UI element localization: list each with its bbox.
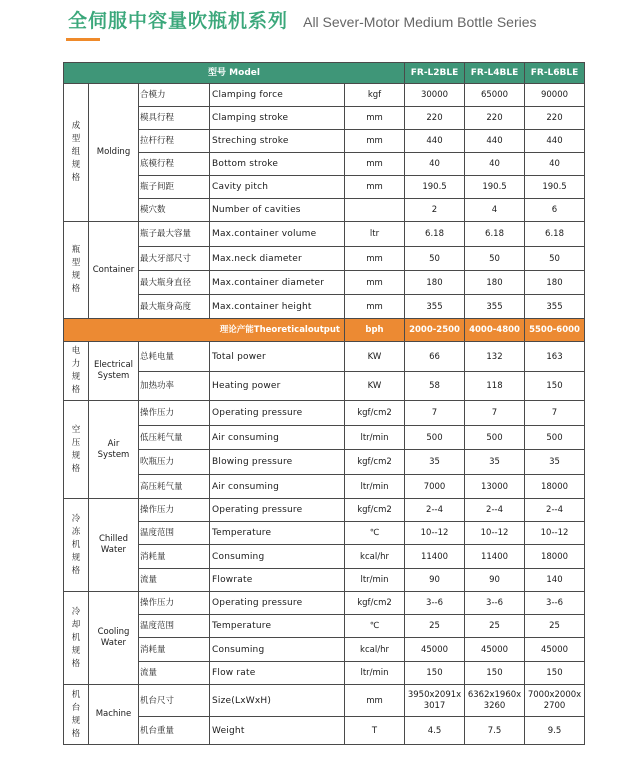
param-name-cn: 机台重量 xyxy=(139,717,210,745)
param-name-cn: 流量 xyxy=(139,662,210,685)
value-model-1: 220 xyxy=(405,107,465,130)
value-model-3: 355 xyxy=(525,295,585,319)
param-name-en: Flow rate xyxy=(210,662,345,685)
param-name-cn: 总耗电量 xyxy=(139,342,210,372)
value-model-2: 4 xyxy=(465,199,525,222)
param-name-cn: 流量 xyxy=(139,569,210,592)
table-body xyxy=(64,84,585,745)
category-en-line-2: System xyxy=(97,449,130,460)
param-unit: kgf/cm2 xyxy=(345,401,405,426)
param-name-en: Air consuming xyxy=(210,426,345,450)
param-unit: mm xyxy=(345,130,405,153)
param-name-en: Blowing pressure xyxy=(210,450,345,475)
param-name-en: Operating pressure xyxy=(210,499,345,522)
param-name-en: Cavity pitch xyxy=(210,176,345,199)
value-model-2: 180 xyxy=(465,271,525,295)
output-label: 理论产能Theoreticaloutput xyxy=(64,319,345,342)
param-name-en: Consuming xyxy=(210,545,345,569)
param-name-en: Max.container volume xyxy=(210,222,345,247)
category-en-line-2: Water xyxy=(100,638,127,648)
value-line: 7000x2000x xyxy=(527,689,582,700)
value-model-3: 10--12 xyxy=(525,522,585,545)
category-cn xyxy=(64,84,89,222)
param-name-cn: 高压耗气量 xyxy=(139,475,210,499)
category-cn xyxy=(64,499,89,592)
param-unit: ltr xyxy=(345,222,405,247)
value-model-3: 150 xyxy=(525,372,585,401)
table-row xyxy=(64,499,585,522)
param-unit: mm xyxy=(345,247,405,271)
value-model-3: 500 xyxy=(525,426,585,450)
value-model-2: 3--6 xyxy=(465,592,525,615)
value-model-3: 9.5 xyxy=(525,717,585,745)
value-model-3: 180 xyxy=(525,271,585,295)
param-name-cn: 最大瓶身高度 xyxy=(139,295,210,319)
param-name-en: Total power xyxy=(210,342,345,372)
value-model-1: 10--12 xyxy=(405,522,465,545)
value-model-3: 40 xyxy=(525,153,585,176)
spec-table xyxy=(63,62,585,745)
value-model-2: 440 xyxy=(465,130,525,153)
value-model-2: 45000 xyxy=(465,638,525,662)
table-row xyxy=(64,592,585,615)
value-model-2: 90 xyxy=(465,569,525,592)
param-name-en: Consuming xyxy=(210,638,345,662)
value-model-3: 150 xyxy=(525,662,585,685)
value-model-3: 6 xyxy=(525,199,585,222)
param-name-en: Clamping force xyxy=(210,84,345,107)
value-model-3: 90000 xyxy=(525,84,585,107)
value-model-1: 30000 xyxy=(405,84,465,107)
param-name-cn: 机台尺寸 xyxy=(139,685,210,717)
value-model-3: 190.5 xyxy=(525,176,585,199)
category-en: Machine xyxy=(89,685,139,745)
param-name-cn: 加热功率 xyxy=(139,372,210,401)
category-en xyxy=(89,592,139,685)
value-model-2: 40 xyxy=(465,153,525,176)
value-model-1: 180 xyxy=(405,271,465,295)
value-model-3: 18000 xyxy=(525,545,585,569)
category-cn-text: 机台规格 xyxy=(71,689,81,739)
category-en xyxy=(89,342,139,401)
category-cn xyxy=(64,222,89,319)
param-name-cn: 操作压力 xyxy=(139,592,210,615)
value-model-2: 7 xyxy=(465,401,525,426)
value-model-1: 355 xyxy=(405,295,465,319)
value-model-1: 440 xyxy=(405,130,465,153)
param-name-cn: 模具行程 xyxy=(139,107,210,130)
param-name-en: Clamping stroke xyxy=(210,107,345,130)
value-model-2: 11400 xyxy=(465,545,525,569)
value-model-1: 11400 xyxy=(405,545,465,569)
param-name-cn: 操作压力 xyxy=(139,401,210,426)
param-name-en: Max.neck diameter xyxy=(210,247,345,271)
param-unit: mm xyxy=(345,107,405,130)
output-value-model-2: 4000-4800 xyxy=(465,319,525,342)
category-en-line-1: Chilled xyxy=(98,534,129,544)
param-name-en: Max.container diameter xyxy=(210,271,345,295)
model-column-2: FR-L4BLE xyxy=(465,63,525,84)
value-model-2: 6.18 xyxy=(465,222,525,247)
model-label: 型号 Model xyxy=(64,63,405,84)
param-name-cn: 吹瓶压力 xyxy=(139,450,210,475)
table-row xyxy=(64,450,585,475)
category-en: Container xyxy=(89,222,139,319)
param-name-cn: 模穴数 xyxy=(139,199,210,222)
value-model-1: 35 xyxy=(405,450,465,475)
value-model-1: 3--6 xyxy=(405,592,465,615)
value-model-2: 118 xyxy=(465,372,525,401)
param-unit: ltr/min xyxy=(345,569,405,592)
value-model-3: 18000 xyxy=(525,475,585,499)
output-value-model-3: 5500-6000 xyxy=(525,319,585,342)
value-model-2: 7.5 xyxy=(465,717,525,745)
param-name-cn: 最大瓶身直径 xyxy=(139,271,210,295)
category-en: Molding xyxy=(89,84,139,222)
value-model-3: 6.18 xyxy=(525,222,585,247)
output-value-model-1: 2000-2500 xyxy=(405,319,465,342)
value-model-3: 163 xyxy=(525,342,585,372)
param-name-en: Max.container height xyxy=(210,295,345,319)
value-model-3 xyxy=(525,685,585,717)
value-model-2: 150 xyxy=(465,662,525,685)
value-line: 6362x1960x xyxy=(467,689,522,700)
table-row xyxy=(64,247,585,271)
param-unit: ℃ xyxy=(345,615,405,638)
table-row xyxy=(64,615,585,638)
value-line: 2700 xyxy=(543,700,566,711)
param-unit: ltr/min xyxy=(345,426,405,450)
table-row xyxy=(64,717,585,745)
table-row xyxy=(64,662,585,685)
param-name-cn: 底模行程 xyxy=(139,153,210,176)
table-row xyxy=(64,199,585,222)
category-cn-text: 瓶型规格 xyxy=(71,245,81,294)
theoretical-output-row xyxy=(64,319,585,342)
model-column-1: FR-L2BLE xyxy=(405,63,465,84)
param-name-cn: 最大牙部尺寸 xyxy=(139,247,210,271)
category-en-line-1: Cooling xyxy=(97,627,130,637)
value-model-3: 25 xyxy=(525,615,585,638)
param-unit: mm xyxy=(345,295,405,319)
table-row xyxy=(64,222,585,247)
category-cn-text: 空压规格 xyxy=(71,424,81,474)
param-unit: ℃ xyxy=(345,522,405,545)
value-line: 3260 xyxy=(483,700,506,711)
category-en-line-2: Water xyxy=(100,545,127,555)
value-model-1 xyxy=(405,685,465,717)
table-row xyxy=(64,271,585,295)
table-row xyxy=(64,426,585,450)
value-model-2: 35 xyxy=(465,450,525,475)
param-name-en: Temperature xyxy=(210,615,345,638)
category-en-line-1: Electrical xyxy=(93,360,134,370)
param-name-en: Temperature xyxy=(210,522,345,545)
value-model-2: 2--4 xyxy=(465,499,525,522)
param-name-cn: 低压耗气量 xyxy=(139,426,210,450)
table-row xyxy=(64,84,585,107)
param-unit: kcal/hr xyxy=(345,545,405,569)
category-en-line-1: Air xyxy=(107,438,120,449)
value-model-2 xyxy=(465,685,525,717)
model-column-3: FR-L6BLE xyxy=(525,63,585,84)
table-row xyxy=(64,295,585,319)
param-unit: mm xyxy=(345,176,405,199)
table-row xyxy=(64,153,585,176)
value-model-2: 65000 xyxy=(465,84,525,107)
value-model-3: 7 xyxy=(525,401,585,426)
value-model-3: 50 xyxy=(525,247,585,271)
table-row xyxy=(64,638,585,662)
value-model-1: 58 xyxy=(405,372,465,401)
page-header xyxy=(68,6,628,38)
value-model-3: 35 xyxy=(525,450,585,475)
table-row xyxy=(64,130,585,153)
value-model-2: 132 xyxy=(465,342,525,372)
param-unit: mm xyxy=(345,271,405,295)
value-model-3: 3--6 xyxy=(525,592,585,615)
param-name-cn: 消耗量 xyxy=(139,545,210,569)
table-row xyxy=(64,522,585,545)
table-row xyxy=(64,685,585,717)
title-accent-bar xyxy=(66,38,100,41)
output-unit: bph xyxy=(345,319,405,342)
param-name-cn: 温度范围 xyxy=(139,522,210,545)
category-en xyxy=(89,499,139,592)
value-model-2: 50 xyxy=(465,247,525,271)
value-model-1: 2 xyxy=(405,199,465,222)
value-model-2: 25 xyxy=(465,615,525,638)
param-name-en: Operating pressure xyxy=(210,592,345,615)
value-model-2: 10--12 xyxy=(465,522,525,545)
param-name-cn: 拉杆行程 xyxy=(139,130,210,153)
table-row xyxy=(64,569,585,592)
param-unit: KW xyxy=(345,342,405,372)
param-name-cn: 合模力 xyxy=(139,84,210,107)
value-model-1: 150 xyxy=(405,662,465,685)
param-unit: ltr/min xyxy=(345,475,405,499)
param-unit: kcal/hr xyxy=(345,638,405,662)
value-model-1: 6.18 xyxy=(405,222,465,247)
param-unit: kgf/cm2 xyxy=(345,450,405,475)
param-name-en: Weight xyxy=(210,717,345,745)
category-cn xyxy=(64,401,89,499)
category-en-line-2: System xyxy=(97,371,130,381)
param-name-en: Heating power xyxy=(210,372,345,401)
value-line: 3950x2091x xyxy=(407,689,462,700)
param-unit: ltr/min xyxy=(345,662,405,685)
param-name-en: Operating pressure xyxy=(210,401,345,426)
param-name-en: Number of cavities xyxy=(210,199,345,222)
page-title-en: All Sever-Motor Medium Bottle Series xyxy=(303,14,537,30)
param-unit xyxy=(345,199,405,222)
value-model-1: 4.5 xyxy=(405,717,465,745)
value-model-2: 355 xyxy=(465,295,525,319)
param-unit: mm xyxy=(345,685,405,717)
param-unit: kgf xyxy=(345,84,405,107)
value-model-3: 140 xyxy=(525,569,585,592)
param-name-en: Size(LxWxH) xyxy=(210,685,345,717)
value-model-2: 500 xyxy=(465,426,525,450)
category-cn xyxy=(64,592,89,685)
param-unit: kgf/cm2 xyxy=(345,592,405,615)
value-model-1: 190.5 xyxy=(405,176,465,199)
table-header-row xyxy=(64,63,585,84)
page-title-cn: 全伺服中容量吹瓶机系列 xyxy=(68,10,289,32)
table-row xyxy=(64,475,585,499)
value-model-1: 2--4 xyxy=(405,499,465,522)
value-model-1: 66 xyxy=(405,342,465,372)
table-row xyxy=(64,176,585,199)
value-line: 3017 xyxy=(423,700,446,711)
param-unit: kgf/cm2 xyxy=(345,499,405,522)
value-model-2: 220 xyxy=(465,107,525,130)
value-model-3: 45000 xyxy=(525,638,585,662)
param-name-cn: 瓶子间距 xyxy=(139,176,210,199)
table-row xyxy=(64,401,585,426)
table-row xyxy=(64,342,585,372)
value-model-1: 90 xyxy=(405,569,465,592)
category-cn xyxy=(64,685,89,745)
param-unit: KW xyxy=(345,372,405,401)
value-model-3: 2--4 xyxy=(525,499,585,522)
value-model-1: 7 xyxy=(405,401,465,426)
category-cn-text: 电力规格 xyxy=(71,346,81,395)
value-model-3: 440 xyxy=(525,130,585,153)
value-model-1: 25 xyxy=(405,615,465,638)
table-row xyxy=(64,107,585,130)
value-model-2: 13000 xyxy=(465,475,525,499)
value-model-3: 220 xyxy=(525,107,585,130)
category-cn xyxy=(64,342,89,401)
value-model-1: 500 xyxy=(405,426,465,450)
value-model-2: 190.5 xyxy=(465,176,525,199)
param-name-en: Bottom stroke xyxy=(210,153,345,176)
param-name-cn: 消耗量 xyxy=(139,638,210,662)
category-cn-text: 冷却机规格 xyxy=(71,606,81,669)
param-name-cn: 操作压力 xyxy=(139,499,210,522)
value-model-1: 40 xyxy=(405,153,465,176)
category-cn-text: 冷冻机规格 xyxy=(71,513,81,576)
category-cn-text: 成型组规格 xyxy=(71,121,81,183)
param-name-cn: 瓶子最大容量 xyxy=(139,222,210,247)
table-row xyxy=(64,545,585,569)
param-unit: T xyxy=(345,717,405,745)
value-model-1: 7000 xyxy=(405,475,465,499)
param-name-en: Streching stroke xyxy=(210,130,345,153)
value-model-1: 50 xyxy=(405,247,465,271)
param-name-en: Flowrate xyxy=(210,569,345,592)
param-unit: mm xyxy=(345,153,405,176)
param-name-cn: 温度范围 xyxy=(139,615,210,638)
table-row xyxy=(64,372,585,401)
value-model-1: 45000 xyxy=(405,638,465,662)
category-en xyxy=(89,401,139,499)
param-name-en: Air consuming xyxy=(210,475,345,499)
